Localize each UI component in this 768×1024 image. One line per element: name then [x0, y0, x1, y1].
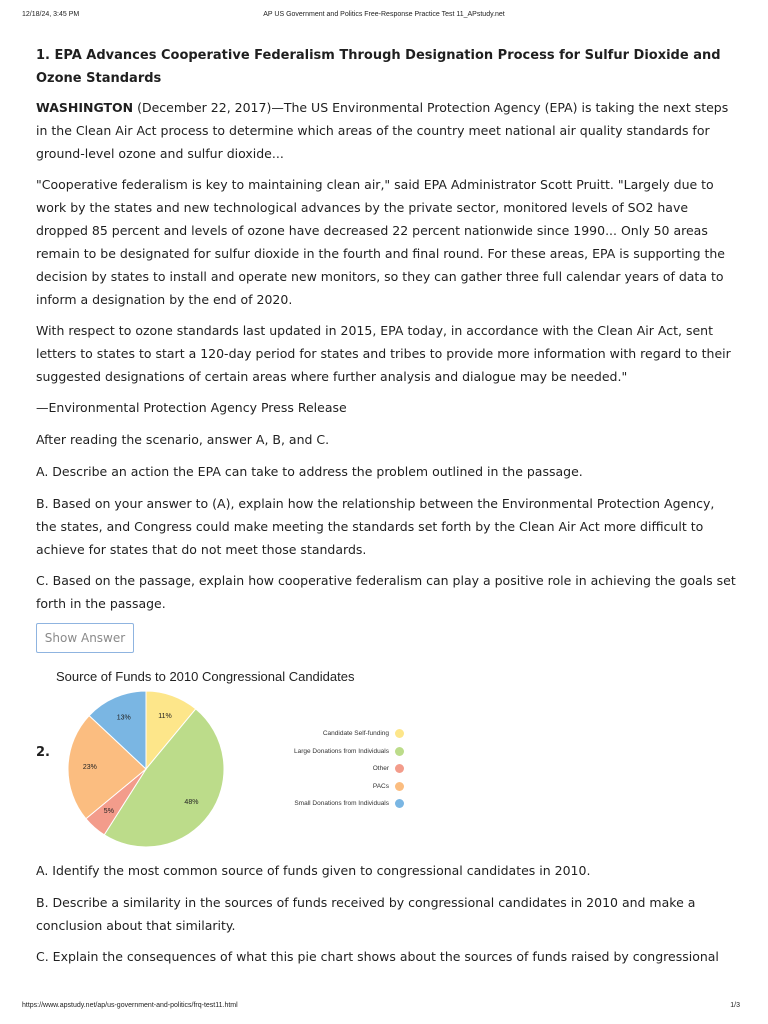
page-number: 1/3: [730, 1002, 740, 1009]
legend-swatch-3: [395, 782, 404, 791]
instruction: After reading the scenario, answer A, B, and C.: [36, 432, 330, 447]
legend-item-0: [244, 725, 404, 743]
question-1-part-b: B. Based on your answer to (A), explain how the relationship between the Environmental Protection Agency, the states, and Congress could make meeting the standards set forth by the Clean Air Act more difficult to achieve for states that do not meet those standards.: [36, 496, 715, 557]
legend-item-3: [244, 778, 404, 796]
print-url: https://www.apstudy.net/ap/us-government-and-politics/frq-test11.html: [22, 1002, 238, 1009]
legend-swatch-4: [395, 799, 404, 808]
passage-source: —Environmental Protection Agency Press Release: [36, 400, 347, 415]
chart-legend: [244, 725, 404, 813]
pie-slice-label-4: 13%: [116, 714, 131, 722]
legend-label-3: PACs: [372, 782, 389, 790]
pie-slice-label-2: 5%: [103, 808, 114, 816]
question-2-number: 2.: [36, 745, 50, 760]
print-page-title: AP US Government and Politics Free-Response Practice Test 11_APstudy.net: [263, 11, 505, 18]
legend-label-2: Other: [372, 765, 389, 773]
legend-item-4: [244, 795, 404, 813]
main-content: [36, 44, 736, 976]
legend-swatch-2: [395, 764, 404, 773]
question-2-part-b: B. Describe a similarity in the sources of funds received by congressional candidates in 2010 and make a conclusion about that similarity.: [36, 895, 696, 933]
pie-slice-label-1: 48%: [184, 799, 199, 807]
show-answer-button[interactable]: Show Answer: [36, 623, 134, 653]
print-footer: [0, 1002, 768, 1014]
dateline: WASHINGTON: [36, 100, 134, 115]
pie-slice-label-3: 23%: [82, 764, 97, 772]
passage-paragraph-2: "Cooperative federalism is key to maintaining clean air," said EPA Administrator Scott Pruitt. "Largely due to work by the states and new technological advances by the private sector, monitored levels of SO2 have dropped 85 percent and levels of ozone have decreased 22 percent nationwide since 1990... Only 50 areas remain to be designated for sulfur dioxide in the fourth and final round. For these areas, EPA is supporting the decision by states to install and operate new monitors, so they can gather three full calendar years of data to inform a designation by the end of 2020.: [36, 177, 726, 307]
chart-title: Source of Funds to 2010 Congressional Candidates: [56, 669, 355, 684]
pie-chart: [36, 665, 736, 855]
question-1-part-c: C. Based on the passage, explain how cooperative federalism can play a positive role in achieving the goals set forth in the passage.: [36, 573, 736, 611]
legend-label-4: Small Donations from Individuals: [294, 800, 389, 808]
question-1-part-a: A. Describe an action the EPA can take to address the problem outlined in the passage.: [36, 464, 583, 479]
passage-paragraph-1: [36, 96, 736, 165]
passage-paragraph-3: With respect to ozone standards last updated in 2015, EPA today, in accordance with the Clean Air Act, sent letters to states to start a 120-day period for states and tribes to provide more information with regard to their suggested designations of certain areas where further analysis and dialogue may be needed.": [36, 323, 731, 384]
question-1-title: 1. EPA Advances Cooperative Federalism Through Designation Process for Sulfur Dioxide and Ozone Standards: [36, 48, 721, 86]
pie-slice-label-0: 11%: [158, 713, 172, 721]
print-header: [0, 11, 768, 23]
legend-item-1: [244, 743, 404, 761]
legend-label-0: Candidate Self-funding: [322, 730, 389, 738]
question-2-part-a: A. Identify the most common source of funds given to congressional candidates in 2010.: [36, 863, 591, 878]
legend-swatch-0: [395, 729, 404, 738]
legend-label-1: Large Donations from Individuals: [293, 747, 389, 755]
question-2-part-c: C. Explain the consequences of what this pie chart shows about the sources of funds raised by congressional: [36, 949, 719, 964]
print-date: 12/18/24, 3:45 PM: [22, 11, 80, 18]
legend-swatch-1: [395, 747, 404, 756]
passage-paragraph-1-text: (December 22, 2017)—The US Environmental Protection Agency (EPA) is taking the next steps in the Clean Air Act process to determine which areas of the country meet national air quality standards for ground-level ozone and sulfur dioxide...: [36, 100, 729, 161]
legend-item-2: [244, 760, 404, 778]
